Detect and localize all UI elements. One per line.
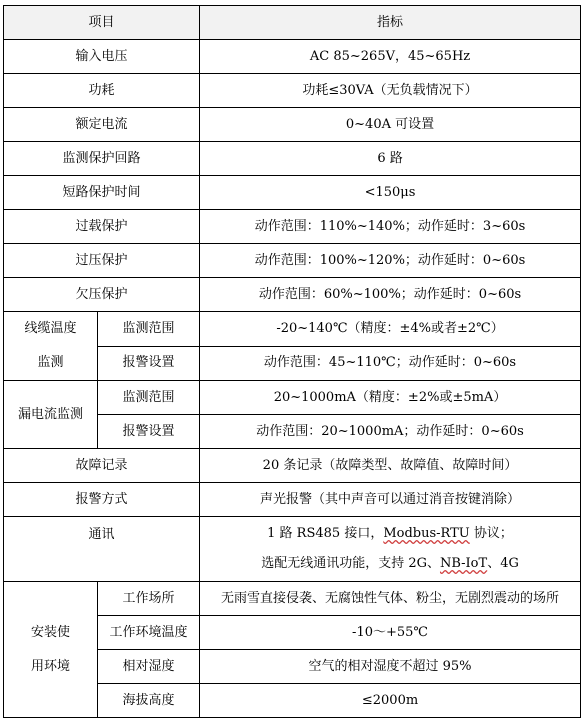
row-label-input-voltage: 输入电压	[4, 40, 200, 74]
table-row	[4, 40, 581, 74]
install-env-label-line1: 安装使	[30, 624, 70, 640]
row-value-overvoltage: 动作范围：100%~120%；动作延时：0~60s	[200, 244, 581, 278]
install-temp-value: -10～+55℃	[200, 616, 581, 650]
table-row	[4, 381, 581, 415]
table-row	[4, 244, 581, 278]
table-row	[4, 278, 581, 312]
row-value-power: 功耗≤30VA（无负载情况下）	[200, 74, 581, 108]
leakage-alarm-value: 动作范围：20~1000mA；动作延时：0~60s	[200, 415, 581, 449]
header-item: 项目	[4, 6, 200, 40]
table-header-row	[4, 6, 581, 40]
install-altitude-value: ≤2000m	[200, 684, 581, 718]
row-label-alarm-mode: 报警方式	[4, 483, 200, 517]
row-label-comm: 通讯	[4, 517, 200, 582]
cable-temp-range-label: 监测范围	[98, 312, 200, 347]
cable-temp-label-line1: 线缆温度	[24, 321, 77, 336]
comm-line1-c: 协议；	[469, 526, 513, 541]
spec-table	[3, 5, 581, 718]
cable-temp-alarm-label: 报警设置	[98, 346, 200, 381]
leakage-range-value: 20~1000mA（精度：±2%或±5mA）	[200, 381, 581, 415]
comm-line2-nbiot: NB-IoT	[439, 556, 488, 571]
row-label-rated-current: 额定电流	[4, 108, 200, 142]
table-row	[4, 517, 581, 582]
row-label-loops: 监测保护回路	[4, 142, 200, 176]
leakage-alarm-label: 报警设置	[98, 415, 200, 449]
install-env-label-line2: 用环境	[30, 658, 70, 674]
comm-line1-protocol: Modbus-RTU	[383, 526, 470, 541]
install-site-label: 工作场所	[98, 582, 200, 616]
row-value-fault-record: 20 条记录（故障类型、故障值、故障时间）	[200, 449, 581, 483]
row-value-comm	[200, 517, 581, 582]
row-label-undervoltage: 欠压保护	[4, 278, 200, 312]
install-altitude-label: 海拔高度	[98, 684, 200, 718]
install-temp-label: 工作环境温度	[98, 616, 200, 650]
table-row	[4, 449, 581, 483]
table-row	[4, 108, 581, 142]
cable-temp-range-value: -20~140℃（精度：±4%或者±2℃）	[200, 312, 581, 347]
cable-temp-alarm-value: 动作范围：45~110℃；动作延时：0~60s	[200, 346, 581, 381]
row-label-fault-record: 故障记录	[4, 449, 200, 483]
table-row	[4, 210, 581, 244]
install-site-value: 无雨雪直接侵袭、无腐蚀性气体、粉尘，无剧烈震动的场所	[200, 582, 581, 616]
table-row	[4, 176, 581, 210]
install-humidity-label: 相对湿度	[98, 650, 200, 684]
row-label-power: 功耗	[4, 74, 200, 108]
comm-line-2	[202, 549, 578, 579]
table-row	[4, 582, 581, 616]
row-label-short-circuit: 短路保护时间	[4, 176, 200, 210]
row-value-input-voltage: AC 85~265V，45~65Hz	[200, 40, 581, 74]
row-value-overload: 动作范围：110%~140%；动作延时：3~60s	[200, 210, 581, 244]
cable-temp-label-line2: 监测	[37, 355, 64, 370]
table-row	[4, 483, 581, 517]
row-value-undervoltage: 动作范围：60%~100%；动作延时：0~60s	[200, 278, 581, 312]
comm-line2-a: 选配无线通讯功能，支持 2G、	[261, 556, 440, 571]
row-value-short-circuit: <150μs	[200, 176, 581, 210]
comm-line-1	[202, 519, 578, 549]
table-row	[4, 74, 581, 108]
table-row	[4, 312, 581, 347]
leakage-range-label: 监测范围	[98, 381, 200, 415]
row-value-rated-current: 0~40A 可设置	[200, 108, 581, 142]
comm-line2-c: 、4G	[487, 556, 519, 571]
row-label-cable-temp	[4, 312, 98, 381]
comm-line1-a: 1 路 RS485 接口，	[267, 526, 384, 541]
header-spec: 指标	[200, 6, 581, 40]
row-value-loops: 6 路	[200, 142, 581, 176]
row-value-alarm-mode: 声光报警（其中声音可以通过消音按键消除）	[200, 483, 581, 517]
install-humidity-value: 空气的相对湿度不超过 95%	[200, 650, 581, 684]
row-label-overvoltage: 过压保护	[4, 244, 200, 278]
row-label-install-env	[4, 582, 98, 718]
table-row	[4, 142, 581, 176]
row-label-overload: 过载保护	[4, 210, 200, 244]
row-label-leakage: 漏电流监测	[4, 381, 98, 449]
